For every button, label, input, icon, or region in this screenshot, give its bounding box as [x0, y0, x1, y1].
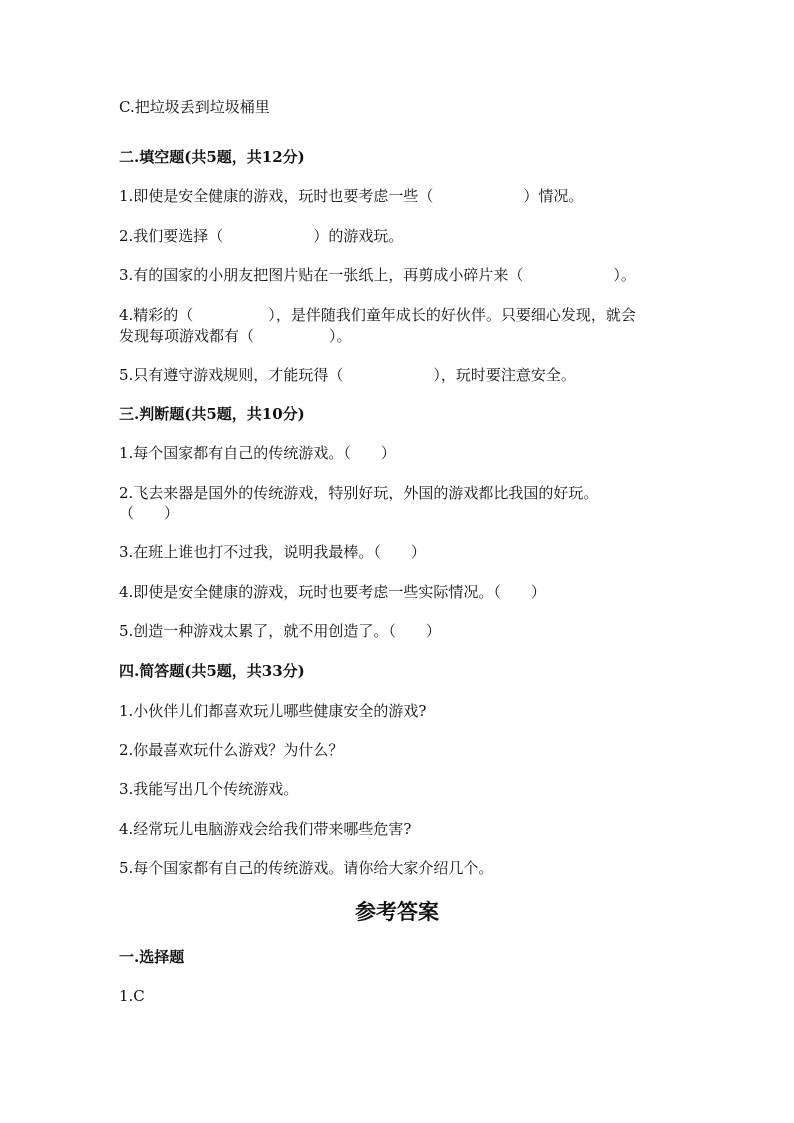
judge-question-1: 1.每个国家都有自己的传统游戏。（ ） — [119, 444, 396, 462]
judge-question-5: 5.创造一种游戏太累了，就不用创造了。（ ） — [119, 622, 441, 640]
section2-heading: 二.填空题(共5题，共12分) — [119, 148, 305, 166]
short-question-4: 4.经常玩儿电脑游戏会给我们带来哪些危害? — [119, 820, 412, 838]
fill-question-1: 1.即使是安全健康的游戏，玩时也要考虑一些（ ）情况。 — [119, 187, 584, 205]
answer-section1-heading: 一.选择题 — [119, 948, 185, 966]
answer-1: 1.C — [119, 987, 145, 1005]
judge-question-2-line1: 2.飞去来器是国外的传统游戏，特别好玩，外国的游戏都比我国的好玩。 — [119, 484, 599, 502]
fill-question-4-line2: 发现每项游戏都有（ ）。 — [119, 327, 352, 345]
section4-heading: 四.简答题(共5题，共33分) — [119, 662, 305, 680]
judge-question-3: 3.在班上谁也打不过我，说明我最棒。（ ） — [119, 543, 426, 561]
short-question-5: 5.每个国家都有自己的传统游戏。请你给大家介绍几个。 — [119, 859, 494, 877]
fill-question-3: 3.有的国家的小朋友把图片贴在一张纸上，再剪成小碎片来（ ）。 — [119, 266, 636, 284]
section3-heading: 三.判断题(共5题，共10分) — [119, 405, 305, 423]
fill-question-5: 5.只有遵守游戏规则，才能玩得（ ），玩时要注意安全。 — [119, 366, 576, 384]
option-c: C.把垃圾丢到垃圾桶里 — [119, 98, 270, 116]
fill-question-4-line1: 4.精彩的（ ），是伴随我们童年成长的好伙伴。只要细心发现，就会 — [119, 306, 636, 324]
short-question-3: 3.我能写出几个传统游戏。 — [119, 780, 299, 798]
fill-question-2: 2.我们要选择（ ）的游戏玩。 — [119, 227, 404, 245]
short-question-1: 1.小伙伴儿们都喜欢玩儿哪些健康安全的游戏? — [119, 702, 427, 720]
answer-title: 参考答案 — [355, 899, 439, 924]
judge-question-2-line2: （ ） — [119, 504, 180, 522]
judge-question-4: 4.即使是安全健康的游戏，玩时也要考虑一些实际情况。（ ） — [119, 583, 546, 601]
short-question-2: 2.你最喜欢玩什么游戏？为什么？ — [119, 741, 344, 759]
